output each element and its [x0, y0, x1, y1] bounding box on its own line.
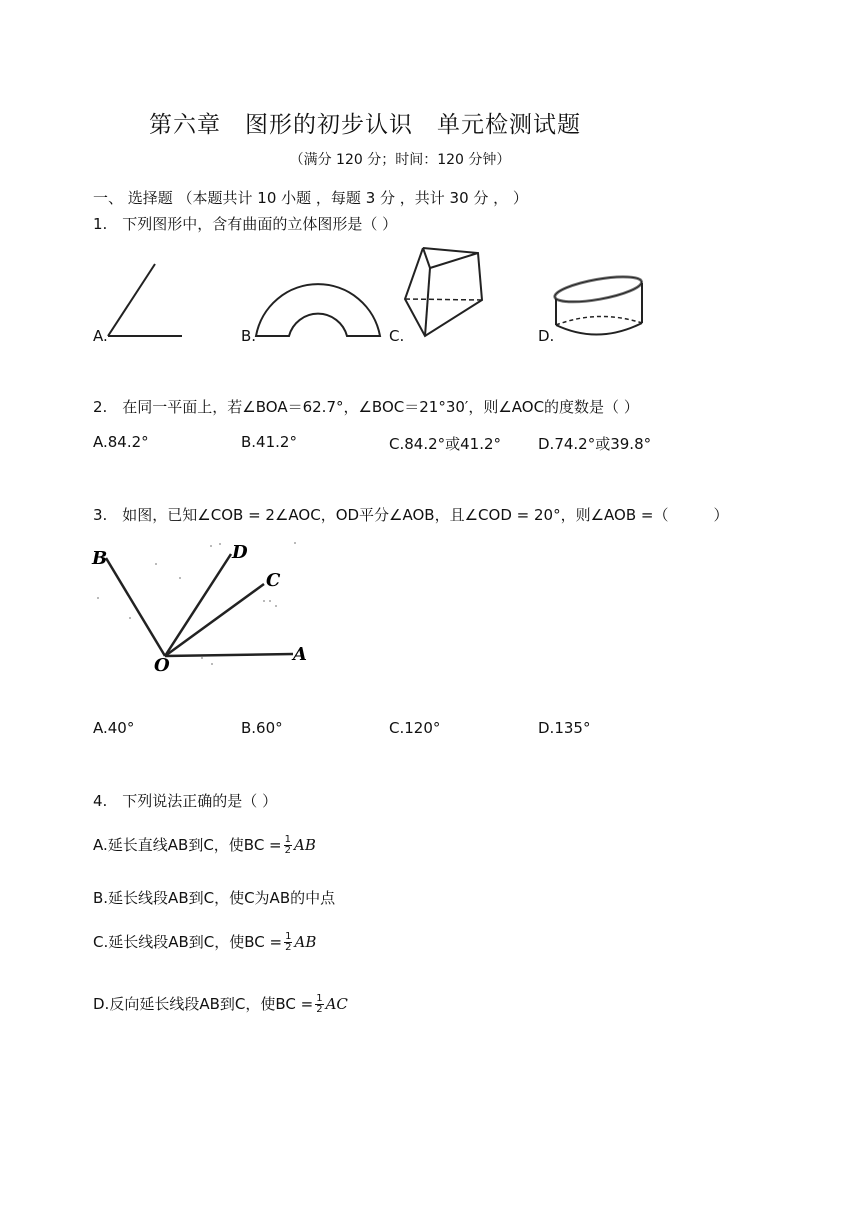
- q1-figure-b-arch: [252, 268, 387, 343]
- q1-figure-d-cylinder: [550, 263, 650, 343]
- q3-option-b: B.60°: [241, 719, 283, 737]
- q2-option-a: A.84.2°: [93, 433, 149, 451]
- page-subtitle: （满分 120 分；时间：120 分钟）: [289, 152, 511, 168]
- q4-option-b: B.延长线段AB到C，使C为AB的中点: [93, 889, 336, 907]
- q1-figure-c-prism: [400, 243, 490, 343]
- q3-option-c: C.120°: [389, 719, 441, 737]
- section-heading: 一、 选择题 （本题共计 10 小题 ，每题 3 分 ，共计 30 分 ， ）: [93, 189, 528, 207]
- q3-option-d: D.135°: [538, 719, 591, 737]
- q1-option-a: A.: [93, 327, 108, 345]
- q3-option-a: A.40°: [93, 719, 135, 737]
- q2-option-b: B.41.2°: [241, 433, 297, 451]
- question-3-text: 3. 如图，已知∠COB = 2∠AOC，OD平分∠AOB，且∠COD = 20°，则∠AOB =（ ）: [93, 506, 729, 524]
- q1-option-b: B.: [241, 327, 257, 345]
- fraction-half: $\frac{1}{2}$: [285, 931, 292, 953]
- label-a: A: [293, 644, 307, 665]
- q4-option-c: C.延长线段AB到C，使BC = $\frac{1}{2}$ AB: [93, 931, 317, 953]
- label-c: C: [266, 570, 281, 591]
- page-title: 第六章 图形的初步认识 单元检测试题: [149, 112, 581, 138]
- label-d: D: [232, 542, 248, 563]
- q3-angle-figure: [90, 538, 320, 678]
- question-4-text: 4. 下列说法正确的是（ ）: [93, 792, 278, 810]
- question-1-text: 1. 下列图形中，含有曲面的立体图形是（ ）: [93, 215, 398, 233]
- fraction-half: $\frac{1}{2}$: [284, 834, 292, 856]
- q1-figure-a-angle: [100, 258, 190, 343]
- q2-option-c: C.84.2°或41.2°: [389, 435, 502, 453]
- question-2-text: 2. 在同一平面上，若∠BOA＝62.7°，∠BOC＝21°30′，则∠AOC的度数是（ ）: [93, 398, 639, 416]
- q1-option-d: D.: [538, 327, 555, 345]
- q2-option-d: D.74.2°或39.8°: [538, 435, 652, 453]
- q4-option-d: D.反向延长线段AB到C，使BC = $\frac{1}{2}$ AC: [93, 993, 348, 1015]
- q1-option-c: C.: [389, 327, 405, 345]
- label-o: O: [154, 655, 170, 676]
- label-b: B: [92, 548, 108, 569]
- fraction-half: $\frac{1}{2}$: [316, 993, 323, 1015]
- q4-option-a: A.延长直线AB到C，使BC = $\frac{1}{2}$ AB: [93, 834, 316, 856]
